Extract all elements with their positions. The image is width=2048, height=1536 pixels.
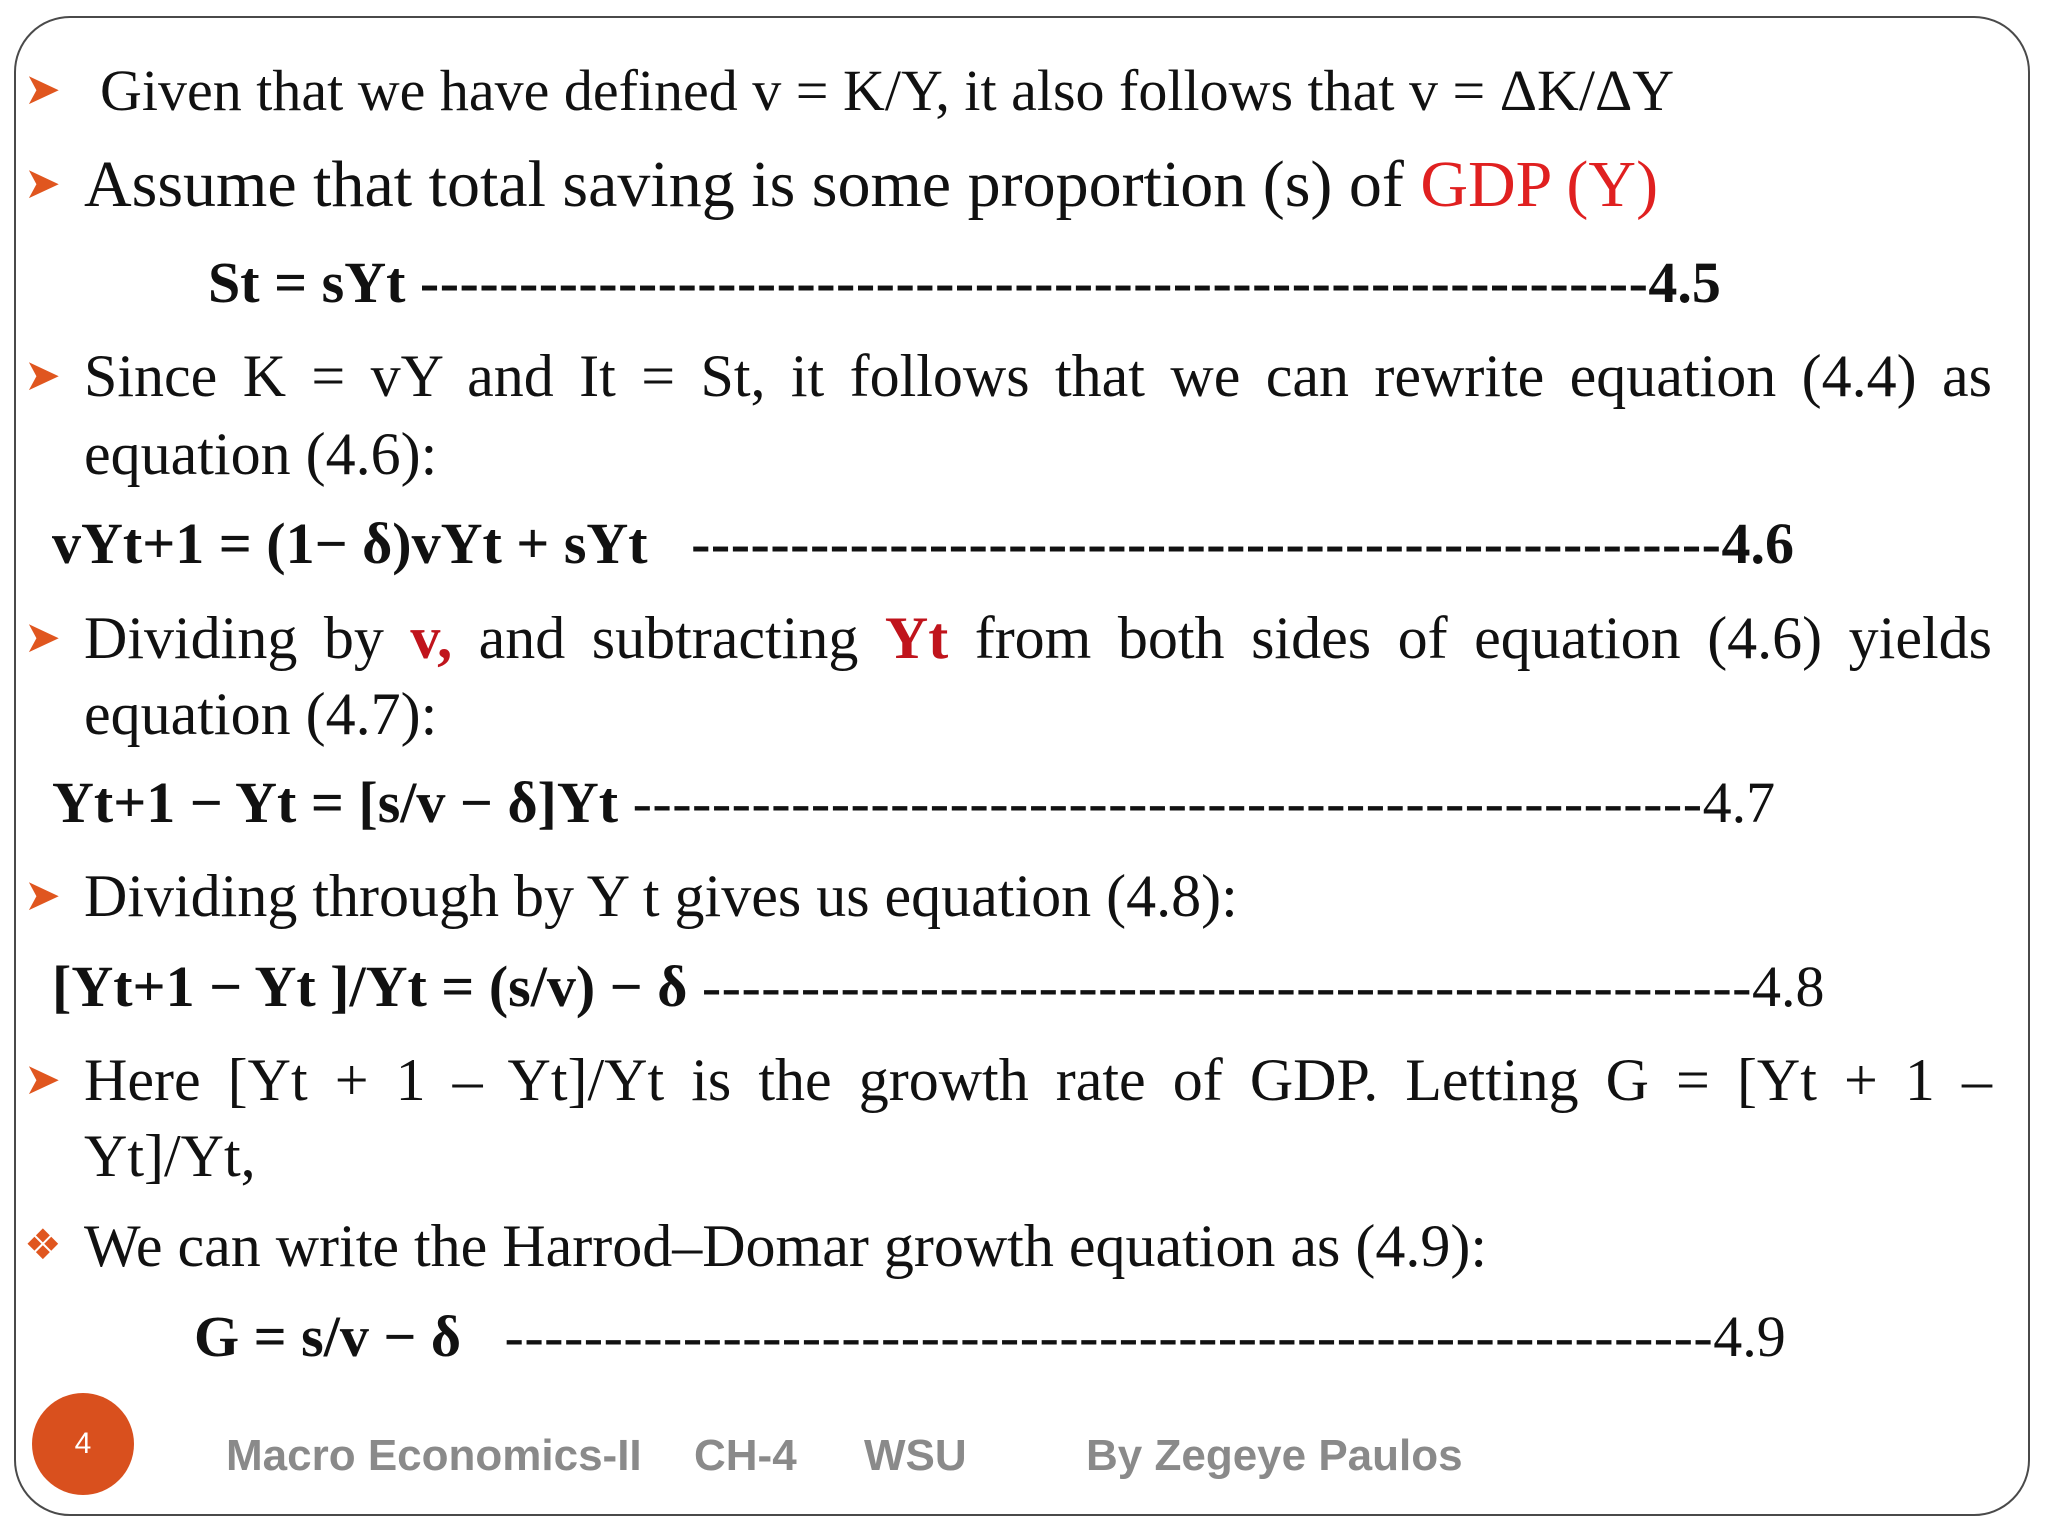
bullet-1-text: Given that we have defined v = K/Y, it also follows that v = ΔK/ΔY (100, 58, 1675, 123)
bullet-5 (0, 863, 2048, 936)
bullet-3-line-2: equation (4.6): (84, 421, 438, 487)
bullet-2-plain: Assume that total saving is some proportion (s) of (84, 148, 1421, 221)
slide-frame (14, 16, 2030, 1516)
bullet-1 (0, 58, 2048, 132)
eq-4-9-formula: G = s/v − δ (194, 1304, 462, 1369)
bullet-7 (0, 1213, 2048, 1286)
bullet-3-line-1: Since K = vY and It = St, it follows that we can rewrite equation (4.4) as (84, 343, 1992, 409)
eq-4-8-number: 4.8 (1751, 954, 1825, 1019)
equation-4-7 (52, 770, 1776, 835)
bullet-2-text (84, 148, 1659, 221)
bullet-3 (0, 343, 2048, 416)
bullet-4-yt: Yt (884, 605, 949, 671)
bullet-4-v: v, (410, 605, 453, 671)
eq-4-7-number: 4.7 (1702, 770, 1776, 835)
equation-4-9 (194, 1304, 1786, 1369)
bullet-2-highlight: GDP (Y) (1420, 148, 1659, 221)
diamond-bullet-icon: ❖ (24, 1220, 62, 1269)
bullet-6-line-1: Here [Yt + 1 – Yt]/Yt is the growth rate of GDP. Letting G = [Yt + 1 – (84, 1047, 1992, 1113)
equation-4-6 (52, 511, 1794, 576)
bullet-2 (0, 148, 2048, 232)
eq-4-9-dashes: ------------------------------------------------------------- (504, 1304, 1714, 1369)
bullet-4-line-1 (84, 605, 1993, 671)
footer-institution: WSU (864, 1431, 967, 1480)
arrow-bullet-icon: ➤ (24, 1054, 61, 1105)
arrow-bullet-icon: ➤ (24, 612, 61, 663)
bullet-5-text: Dividing through by Y t gives us equation (4.8): (84, 863, 1238, 929)
bullet-4-part-1: Dividing by (84, 605, 411, 671)
arrow-bullet-icon: ➤ (24, 350, 61, 401)
eq-4-7-formula: Yt+1 − Yt = [s/v − δ]Yt (52, 770, 619, 835)
eq-4-6-dashes: ---------------------------------------------------- (691, 511, 1722, 576)
footer-author: By Zegeye Paulos (1086, 1431, 1463, 1480)
eq-4-5-formula: St = sYt (208, 250, 406, 315)
eq-4-5-number: 4.5 (1648, 250, 1721, 315)
eq-4-8-formula: [Yt+1 − Yt ]/Yt = (s/v) − δ (52, 954, 688, 1019)
bullet-4-part-3: from both sides of equation (4.6) yields (948, 605, 1993, 671)
eq-4-7-dashes: ------------------------------------------------------ (632, 770, 1703, 835)
equation-4-8 (52, 954, 1825, 1019)
arrow-bullet-icon: ➤ (24, 870, 61, 921)
arrow-bullet-icon: ➤ (24, 158, 61, 209)
page-number-badge: 4 (32, 1393, 134, 1495)
eq-4-6-number: 4.6 (1721, 511, 1794, 576)
eq-4-8-dashes: ----------------------------------------------------- (701, 954, 1752, 1019)
bullet-6-line-2: Yt]/Yt, (84, 1123, 256, 1189)
eq-4-6-formula: vYt+1 = (1− δ)vYt + sYt (52, 511, 648, 576)
eq-4-9-number: 4.9 (1713, 1304, 1786, 1369)
equation-4-5 (208, 250, 1721, 315)
arrow-bullet-icon: ➤ (24, 64, 61, 115)
footer-chapter: CH-4 (694, 1431, 797, 1480)
footer-course: Macro Economics-II (226, 1431, 642, 1480)
bullet-4-part-2: and subtracting (452, 605, 885, 671)
bullet-6 (0, 1047, 2048, 1120)
bullet-7-text: We can write the Harrod–Domar growth equation as (4.9): (84, 1213, 1488, 1279)
bullet-4-line-2: equation (4.7): (84, 681, 438, 747)
eq-4-5-dashes: -------------------------------------------------------------- (419, 250, 1649, 315)
bullet-4 (0, 605, 2048, 678)
